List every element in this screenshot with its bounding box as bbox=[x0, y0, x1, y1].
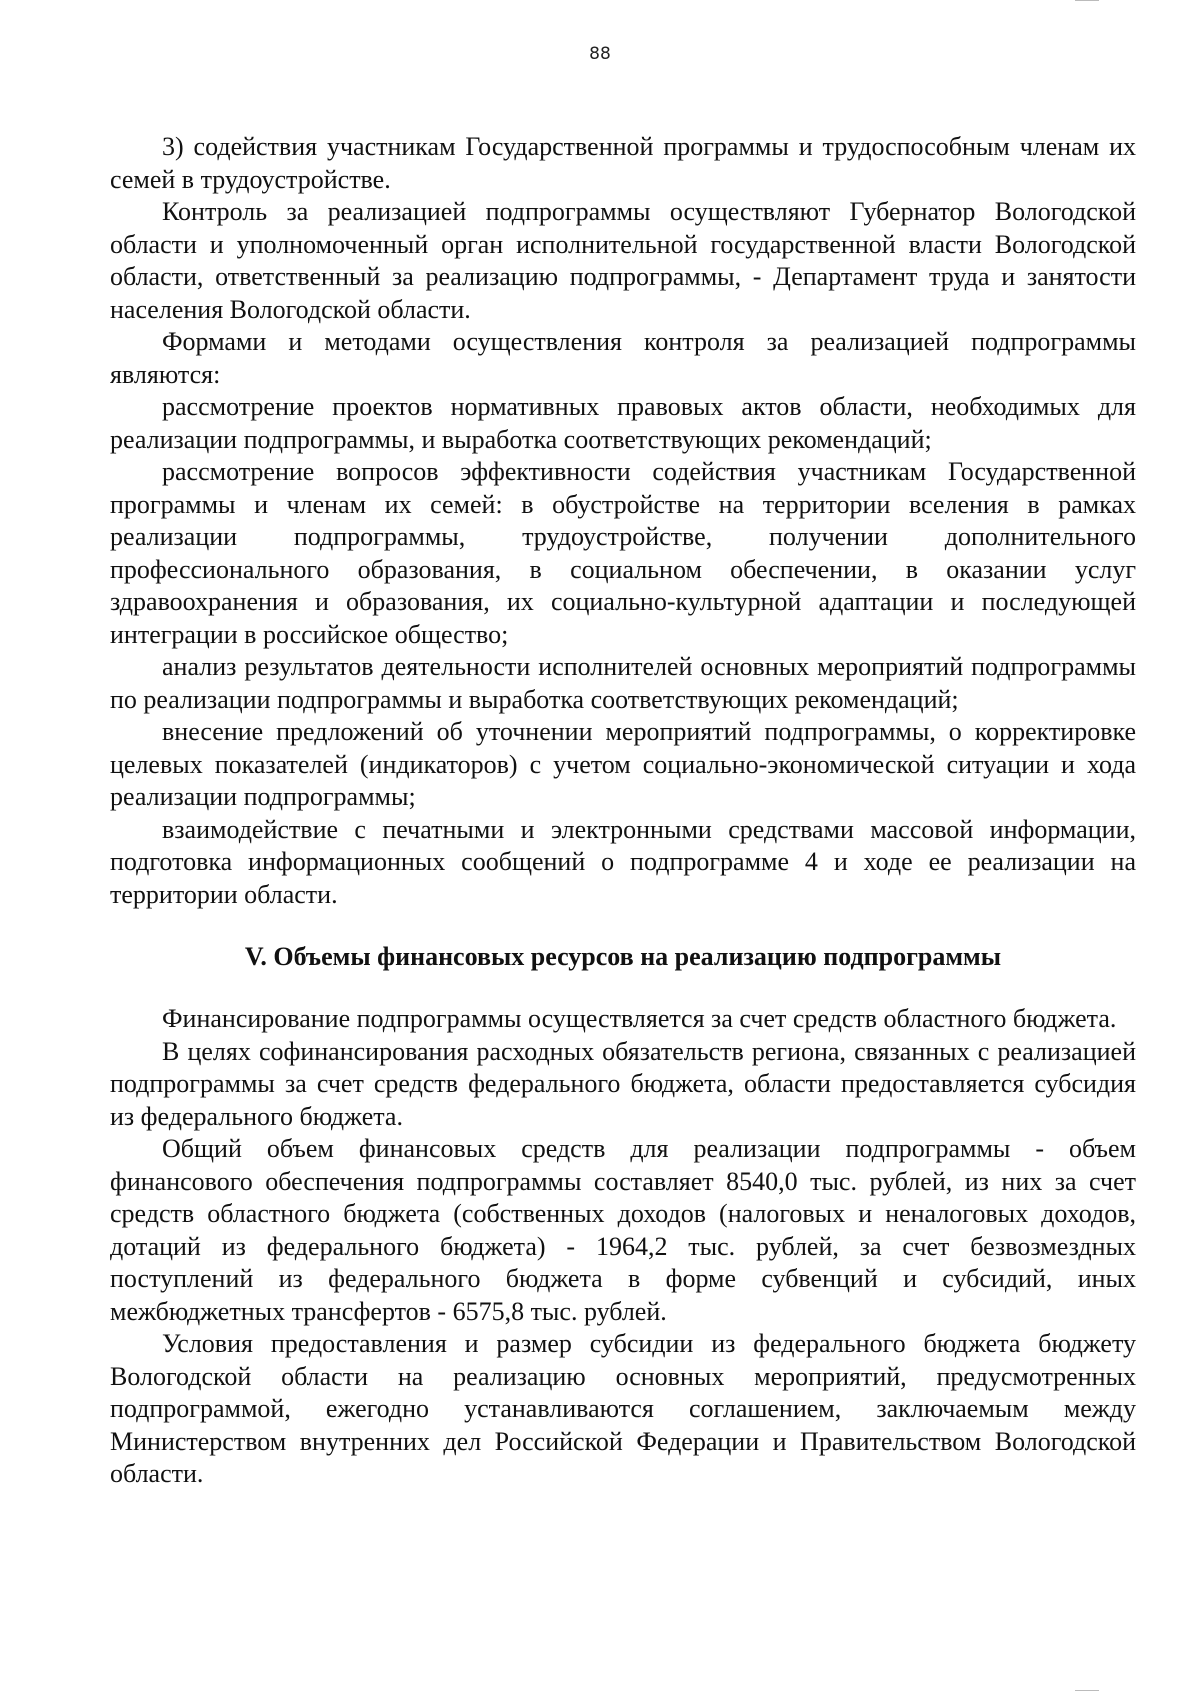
document-body bbox=[110, 131, 1136, 1491]
page-number: 88 bbox=[589, 44, 611, 64]
paragraph: 3) содействия участникам Государственной программы и трудоспособным членам их семей в трудоустройстве. bbox=[110, 132, 1136, 194]
paragraph: В целях софинансирования расходных обязательств региона, связанных с реализацией подпрограммы за счет средств федерального бюджета, области предоставляется субсидия из федерального бюджета. bbox=[110, 1036, 1136, 1131]
paragraph: рассмотрение проектов нормативных правовых актов области, необходимых для реализации подпрограммы, и выработка соответствующих рекомендаций; bbox=[110, 392, 1136, 454]
paragraph: внесение предложений об уточнении мероприятий подпрограммы, о корректировке целевых показателей (индикаторов) с учетом социально-экономической ситуации и хода реализации подпрограммы; bbox=[110, 717, 1136, 811]
paragraph: Условия предоставления и размер субсидии из федерального бюджета бюджету Вологодской области на реализацию основных мероприятий, предусмотренных подпрограммой, ежегодно устанавливаются соглашением, заключаемым между Министерством внутренних дел Российской Федерации и Правительством Вологодской области. bbox=[110, 1329, 1136, 1488]
scan-mark-top bbox=[1075, 0, 1099, 7]
paragraph: Контроль за реализацией подпрограммы осуществляют Губернатор Вологодской области и уполномоченный орган исполнительной государственной власти Вологодской области, ответственный за реализацию подпрограммы, - Департамент труда и занятости населения Вологодской области. bbox=[110, 197, 1136, 324]
scan-mark-bottom bbox=[1075, 1690, 1099, 1697]
paragraph: рассмотрение вопросов эффективности содействия участникам Государственной программы и членам их семей: в обустройстве на территории вселения в рамках реализации подпрограммы, трудоустройстве, получении дополнительного профессионального образования, в социальном обеспечении, в оказании услуг здравоохранения и образования, их социально-культурной адаптации и последующей интеграции в российское общество; bbox=[110, 457, 1136, 649]
section-heading: V. Объемы финансовых ресурсов на реализацию подпрограммы bbox=[244, 942, 1002, 971]
paragraph: взаимодействие с печатными и электронными средствами массовой информации, подготовка информационных сообщений о подпрограмме 4 и ходе ее реализации на территории области. bbox=[110, 814, 1136, 909]
paragraph: Финансирование подпрограммы осуществляется за счет средств областного бюджета. bbox=[162, 1004, 1117, 1033]
paragraph: Общий объем финансовых средств для реализации подпрограммы - объем финансового обеспечения подпрограммы составляет 8540,0 тыс. рублей, из них за счет средств областного бюджета (собственных доходов (налоговых и неналоговых доходов, дотаций из федерального бюджета) - 1964,2 тыс. рублей, за счет безвозмездных поступлений из федерального бюджета в форме субвенций и субсидий, иных межбюджетных трансфертов - 6575,8 тыс. рублей. bbox=[110, 1134, 1136, 1326]
paragraph: Формами и методами осуществления контроля за реализацией подпрограммы являются: bbox=[110, 327, 1136, 389]
paragraph: анализ результатов деятельности исполнителей основных мероприятий подпрограммы по реализации подпрограммы и выработка соответствующих рекомендаций; bbox=[110, 652, 1136, 714]
